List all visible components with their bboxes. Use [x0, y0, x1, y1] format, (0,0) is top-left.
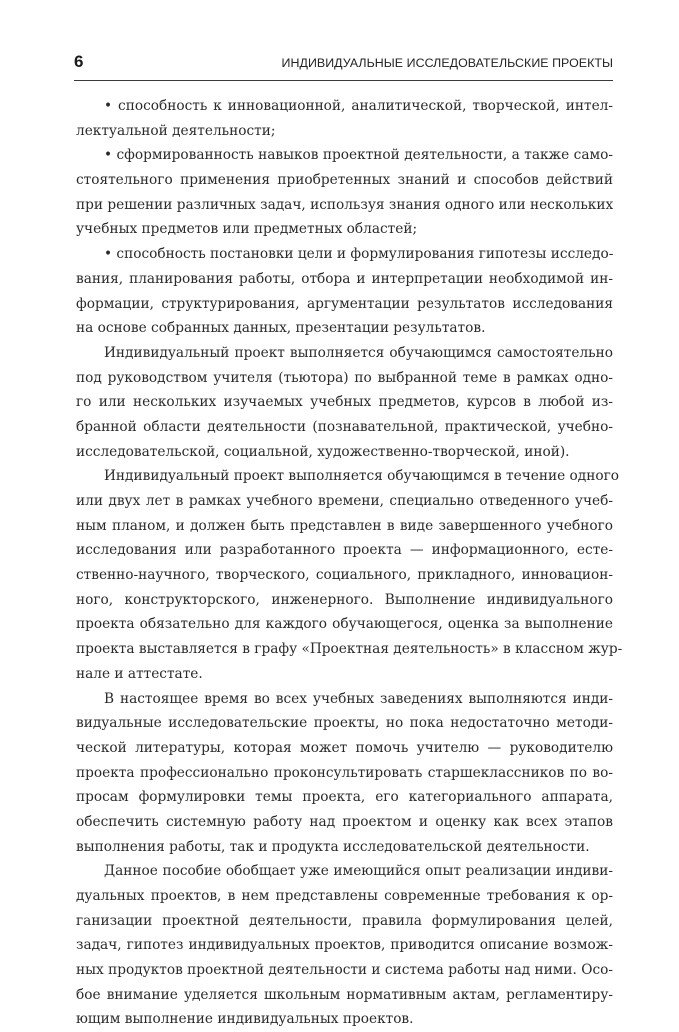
- text-line: исследования или разработанного проекта — информационного, есте-: [76, 542, 613, 559]
- paragraph: [76, 94, 613, 143]
- running-title: ИНДИВИДУАЛЬНЫЕ ИССЛЕДОВАТЕЛЬСКИЕ ПРОЕКТЫ: [281, 56, 613, 70]
- text-line: видуальные исследовательские проекты, но пока недостаточно методи-: [76, 715, 613, 732]
- text-line: Индивидуальный проект выполняется обучающимся самостоятельно: [104, 344, 613, 361]
- text-line: нале и аттестате.: [76, 665, 203, 682]
- text-line: под руководством учителя (тьютора) по выбранной теме в рамках одно-: [76, 369, 613, 386]
- text-line: формации, структурирования, аргументации результатов исследования: [76, 295, 613, 312]
- paragraph: [76, 859, 613, 1032]
- text-line: обеспечить системную работу над проектом и оценку как всех этапов: [76, 813, 613, 830]
- text-line: лектуальной деятельности;: [76, 122, 276, 139]
- paragraph: [76, 143, 613, 242]
- text-line: го или нескольких изучаемых учебных предметов, курсов в любой из-: [76, 394, 613, 411]
- text-line: учебных предметов или предметных областей;: [76, 221, 418, 238]
- text-line: проекта обязательно для каждого обучающегося, оценка за выполнение: [76, 616, 613, 633]
- text-line: исследовательской, социальной, художественно-творческой, иной).: [76, 443, 570, 460]
- text-line: ющим выполнение индивидуальных проектов.: [76, 1011, 414, 1028]
- text-line: ческой литературы, которая может помочь учителю — руководителю: [76, 739, 613, 756]
- page-number: 6: [74, 52, 84, 71]
- text-line: бое внимание уделяется школьным нормативным актам, регламентиру-: [76, 986, 613, 1003]
- text-line: ственно-научного, творческого, социального, прикладного, инновацион-: [76, 567, 613, 584]
- text-line: просам формулировки темы проекта, его категориального аппарата,: [76, 789, 613, 806]
- text-line: Данное пособие обобщает уже имеющийся опыт реализации индиви-: [104, 863, 613, 880]
- text-line: задач, гипотез индивидуальных проектов, приводится описание возмож-: [76, 937, 613, 954]
- paragraph: [76, 341, 613, 464]
- text-line: • сформированность навыков проектной деятельности, а также само-: [104, 147, 613, 164]
- text-line: проекта выставляется в графу «Проектная деятельность» в классном жур-: [76, 641, 623, 658]
- text-line: ным планом, и должен быть представлен в виде завершенного учебного: [76, 517, 613, 534]
- text-line: В настоящее время во всех учебных заведениях выполняются инди-: [104, 690, 613, 707]
- text-line: • способность постановки цели и формулирования гипотезы исследо-: [104, 246, 614, 263]
- page-header: [74, 48, 613, 81]
- text-line: проекта профессионально проконсультировать старшеклассников по во-: [76, 764, 613, 781]
- paragraph: [76, 687, 613, 860]
- text-line: бранной области деятельности (познавательной, практической, учебно-: [76, 418, 613, 435]
- text-line: ных продуктов проектной деятельности и система работы над ними. Осо-: [76, 962, 613, 979]
- text-line: дуальных проектов, в нем представлены современные требования к ор-: [76, 888, 613, 904]
- text-line: выполнения работы, так и продукта исследовательской деятельности.: [76, 838, 590, 855]
- text-line: при решении различных задач, используя знания одного или нескольких: [76, 196, 614, 213]
- text-line: стоятельного применения приобретенных знаний и способов действий: [76, 172, 613, 189]
- body-text: [76, 94, 623, 1032]
- text-line: вания, планирования работы, отбора и интерпретации необходимой ин-: [76, 270, 613, 287]
- text-line: ганизации проектной деятельности, правила формулирования целей,: [76, 912, 613, 929]
- text-line: на основе собранных данных, презентации результатов.: [76, 320, 486, 337]
- text-line: или двух лет в рамках учебного времени, специально отведенного учеб-: [76, 493, 613, 509]
- paragraph: [76, 464, 623, 686]
- text-line: Индивидуальный проект выполняется обучающимся в течение одного: [104, 468, 619, 485]
- text-line: • способность к инновационной, аналитической, творческой, интел-: [104, 98, 613, 114]
- text-line: ного, конструкторского, инженерного. Выполнение индивидуального: [76, 591, 613, 608]
- paragraph: [76, 242, 613, 341]
